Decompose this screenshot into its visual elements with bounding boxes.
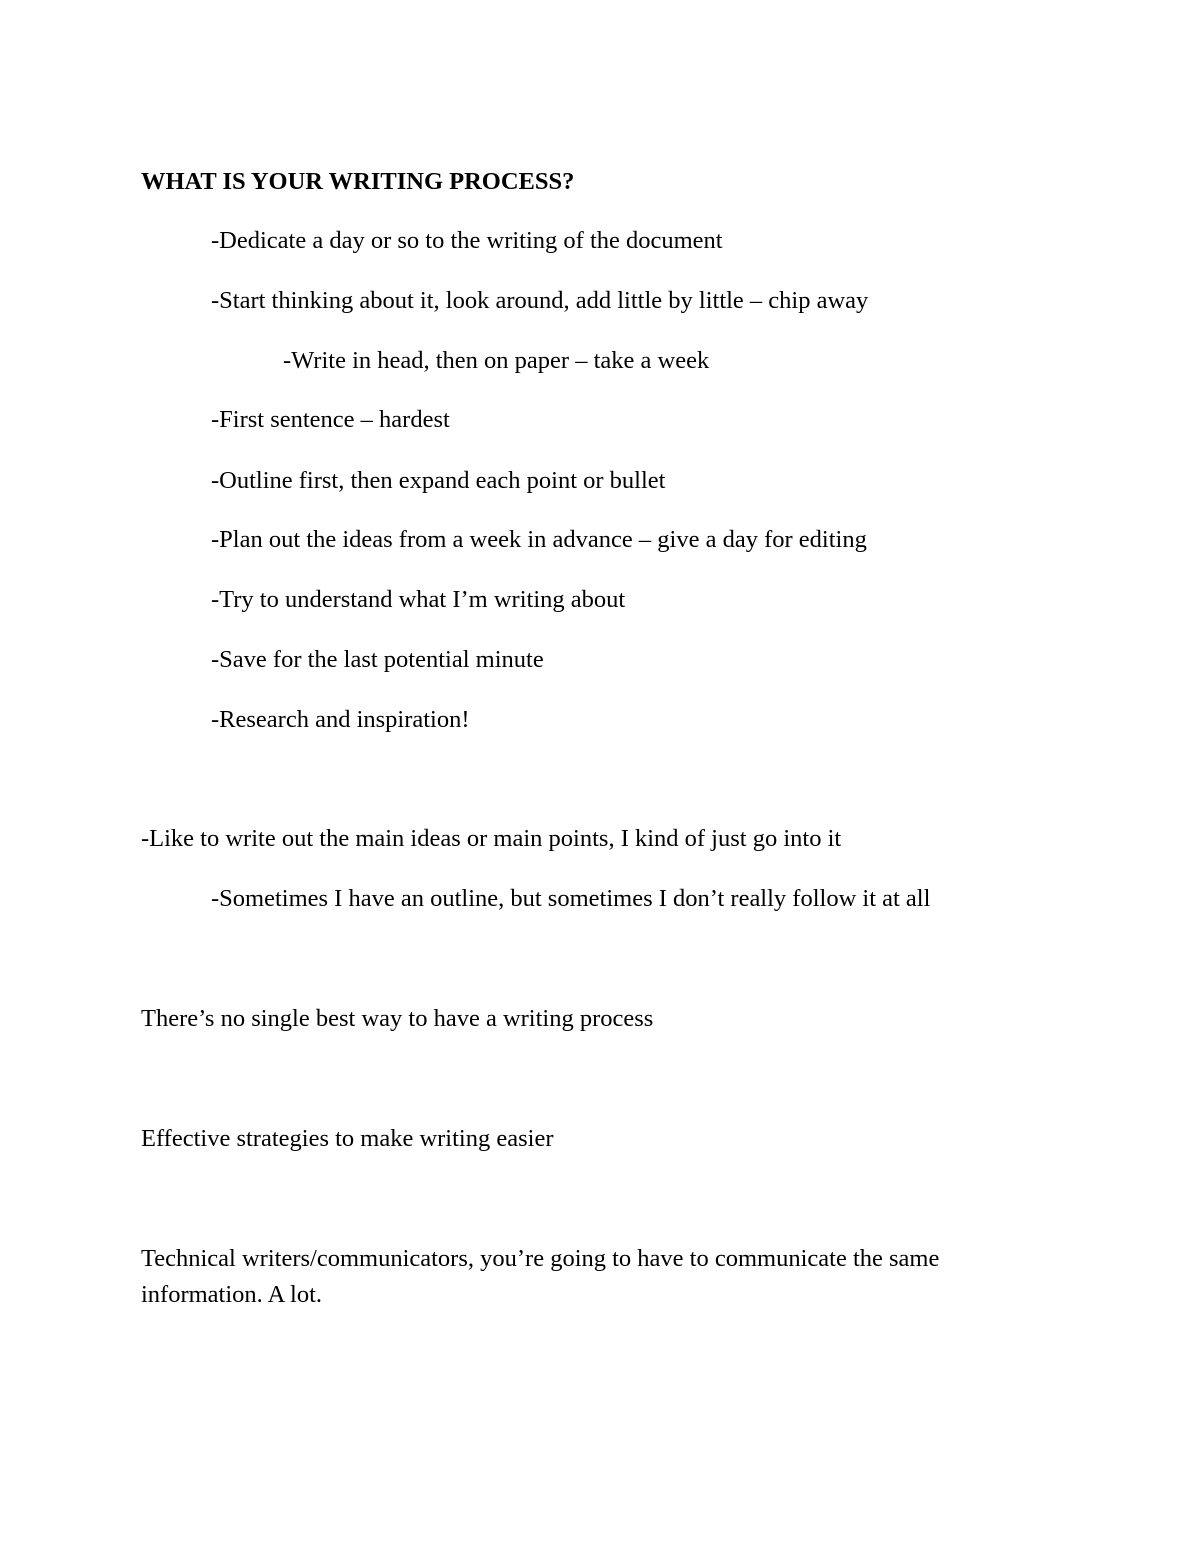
- list-item: -Plan out the ideas from a week in advance – give a day for editing: [211, 526, 867, 553]
- list-item: -Sometimes I have an outline, but sometimes I don’t really follow it at all: [211, 885, 931, 912]
- list-item: -Research and inspiration!: [211, 706, 470, 733]
- list-item: -Dedicate a day or so to the writing of the document: [211, 227, 723, 254]
- list-item: -Like to write out the main ideas or main points, I kind of just go into it: [141, 825, 842, 852]
- list-item: -Start thinking about it, look around, add little by little – chip away: [211, 287, 869, 314]
- list-item: -First sentence – hardest: [211, 406, 450, 433]
- paragraph: Technical writers/communicators, you’re going to have to communicate the same information. A lot.: [141, 1245, 940, 1308]
- list-item: -Outline first, then expand each point or bullet: [211, 467, 666, 494]
- list-item: -Write in head, then on paper – take a week: [283, 347, 710, 374]
- list-item: -Try to understand what I’m writing about: [211, 586, 626, 613]
- list-item: -Save for the last potential minute: [211, 646, 544, 673]
- paragraph: Effective strategies to make writing easier: [141, 1125, 554, 1152]
- page-title: WHAT IS YOUR WRITING PROCESS?: [141, 168, 575, 195]
- paragraph: There’s no single best way to have a writing process: [141, 1005, 654, 1032]
